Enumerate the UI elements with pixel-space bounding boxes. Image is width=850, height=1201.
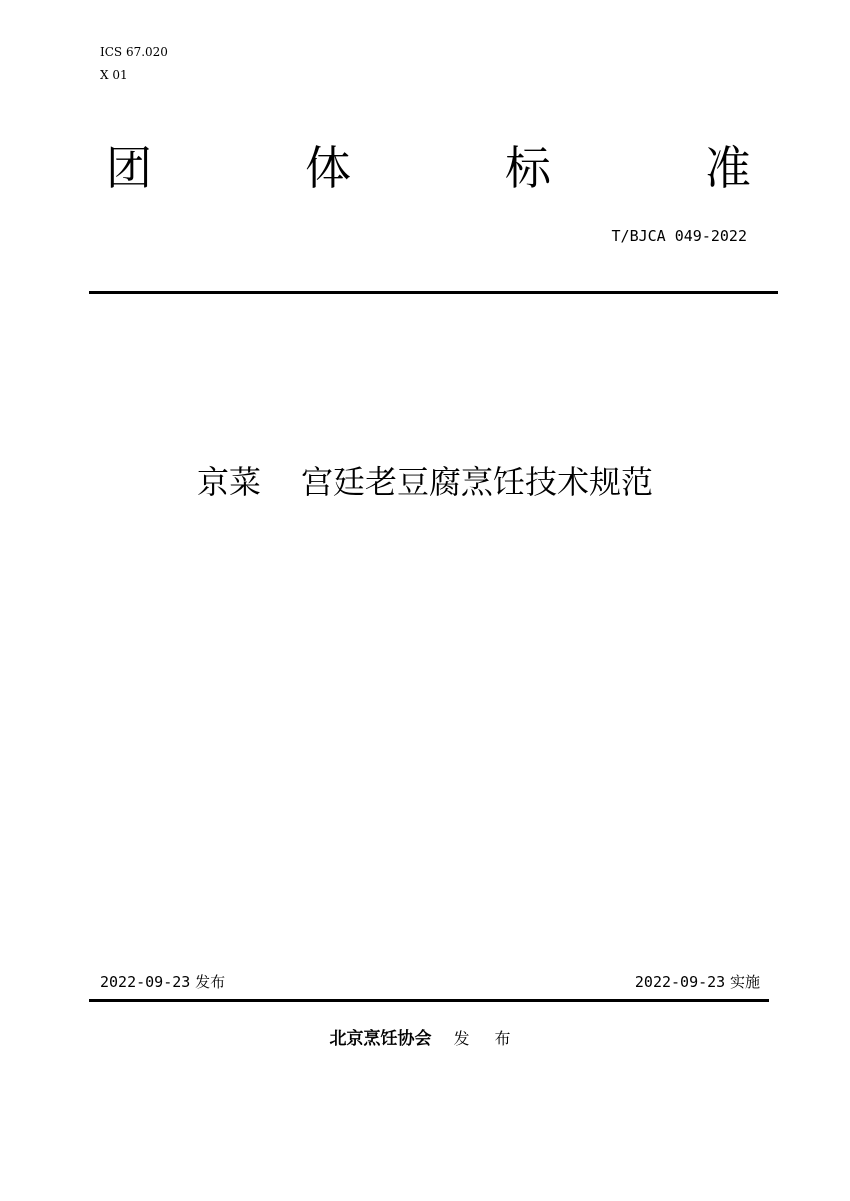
- standard-type-char-4: 准: [705, 141, 751, 195]
- title-part-cuisine: 京菜: [196, 463, 261, 501]
- effective-date-line: [635, 972, 760, 992]
- ics-code: ICS 67.020: [100, 45, 168, 59]
- title-part-subject: 宫廷老豆腐烹饪技术规范: [301, 463, 654, 501]
- issuer-line: [0, 1027, 850, 1051]
- bottom-divider: [89, 999, 769, 1002]
- issuer-name: 北京烹饪协会: [329, 1029, 432, 1049]
- publish-date-line: [100, 972, 225, 992]
- top-divider: [89, 291, 778, 294]
- standard-type-char-1: 团: [106, 141, 152, 195]
- publish-label: 发布: [195, 973, 226, 991]
- publish-date: 2022-09-23: [100, 973, 191, 991]
- issuer-action: 发 布: [453, 1029, 521, 1048]
- standard-number: T/BJCA 049-2022: [611, 227, 747, 245]
- document-title: [0, 460, 850, 504]
- effective-label: 实施: [729, 973, 760, 991]
- standard-type-char-2: 体: [305, 141, 351, 195]
- standard-type-char-3: 标: [505, 141, 551, 195]
- effective-date: 2022-09-23: [634, 973, 726, 991]
- classification-code: X 01: [100, 68, 128, 82]
